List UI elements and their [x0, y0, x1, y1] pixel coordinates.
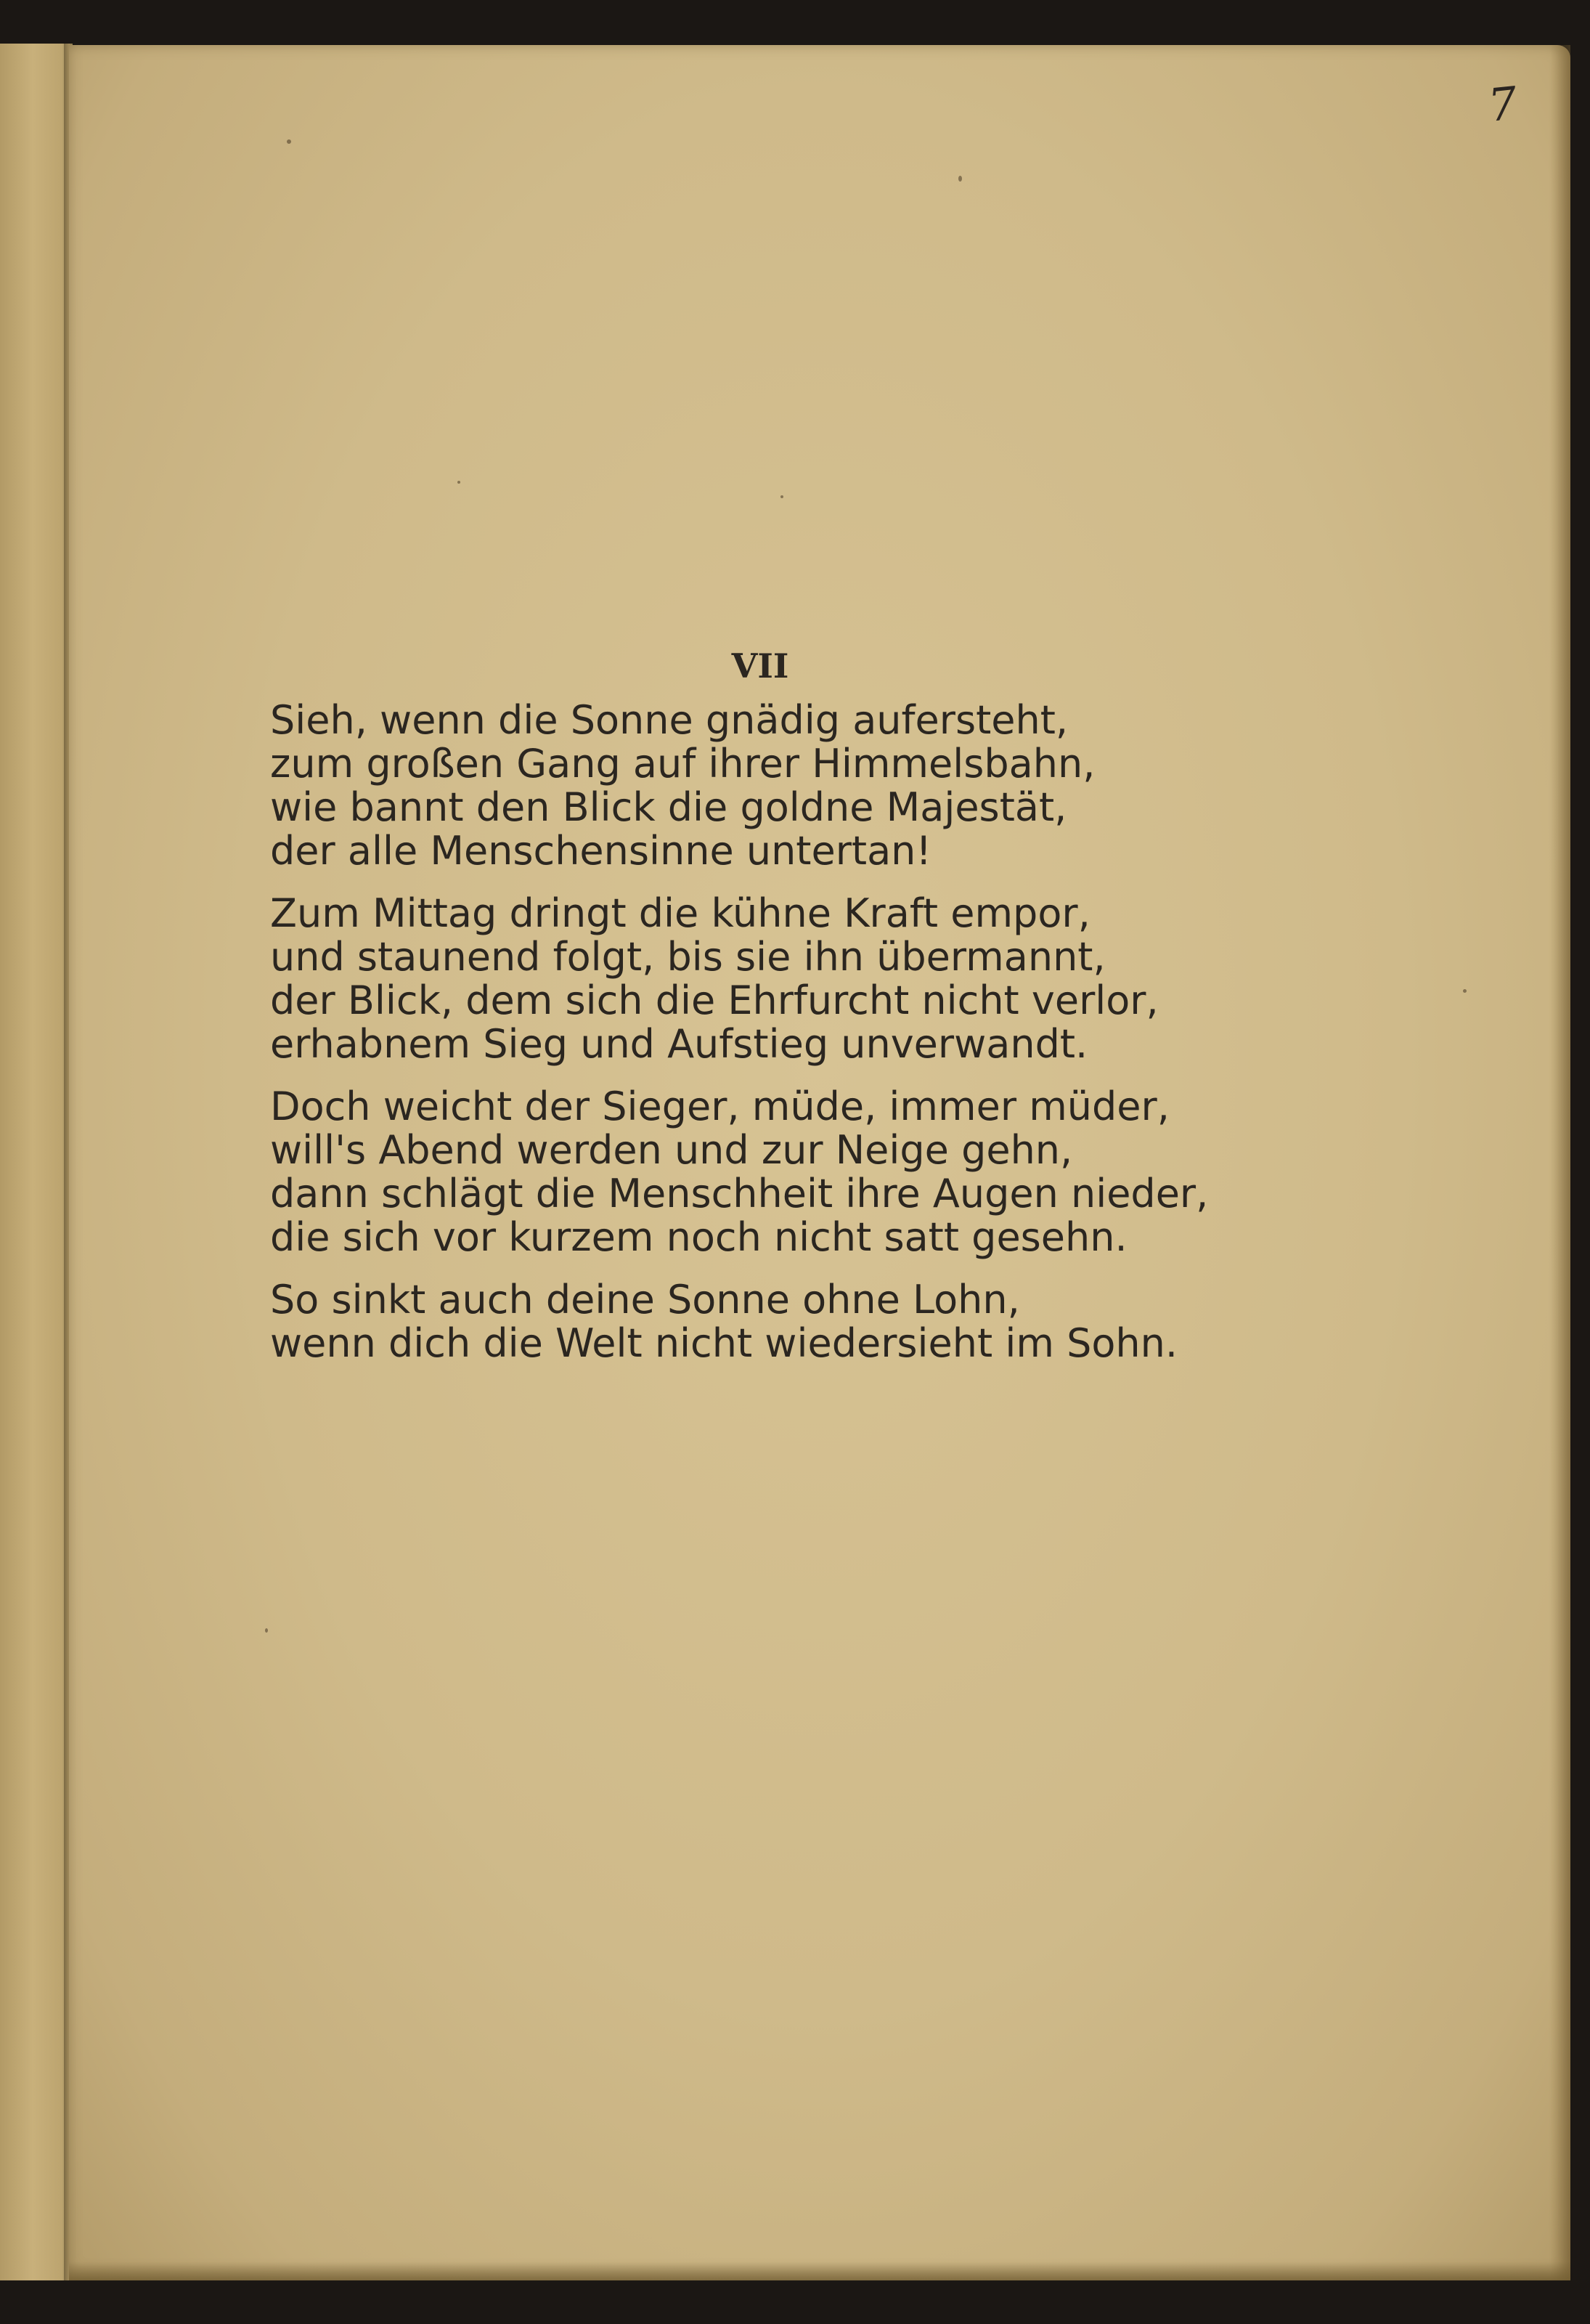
poem-line: zum großen Gang auf ihrer Himmelsbahn, — [270, 741, 1096, 787]
poem-line: der Blick, dem sich die Ehrfurcht nicht verlor, — [270, 978, 1159, 1023]
poem-line: will's Abend werden und zur Neige gehn, — [270, 1127, 1073, 1173]
poem-line: wenn dich die Welt nicht wiedersieht im Sohn. — [270, 1320, 1178, 1366]
poem-line: Sieh, wenn die Sonne gnädig aufersteht, — [270, 697, 1069, 743]
page-shadow-bottom — [69, 2262, 1570, 2280]
poem-line: Zum Mittag dringt die kühne Kraft empor, — [270, 890, 1090, 936]
paper-speck — [780, 495, 783, 498]
stanza-1 — [270, 699, 1301, 873]
poem-line: der alle Menschensinne untertan! — [270, 828, 932, 874]
handwritten-page-number: 7 — [1485, 76, 1520, 132]
poem-line: die sich vor kurzem noch nicht satt gesehn. — [270, 1214, 1128, 1260]
page-shadow-right — [1550, 45, 1570, 2280]
paper-speck — [457, 481, 460, 484]
poem-line: wie bannt den Blick die goldne Majestät, — [270, 784, 1067, 830]
poem — [270, 646, 1301, 1384]
paper-speck — [1463, 989, 1467, 993]
stanza-3 — [270, 1085, 1301, 1259]
poem-line: Doch weicht der Sieger, müde, immer müder, — [270, 1084, 1170, 1129]
poem-line: So sinkt auch deine Sonne ohne Lohn, — [270, 1277, 1020, 1323]
poem-title: VII — [731, 646, 789, 686]
poem-line: und staunend folgt, bis sie ihn übermannt, — [270, 934, 1106, 980]
poem-line: dann schlägt die Menschheit ihre Augen nieder, — [270, 1171, 1209, 1216]
book-cover-edge — [0, 44, 73, 2280]
paper-speck — [287, 139, 291, 144]
poem-line: erhabnem Sieg und Aufstieg unverwandt. — [270, 1021, 1088, 1067]
stanza-4 — [270, 1278, 1301, 1365]
stanza-2 — [270, 892, 1301, 1066]
paper-speck — [958, 176, 962, 182]
paper-speck — [265, 1628, 268, 1633]
